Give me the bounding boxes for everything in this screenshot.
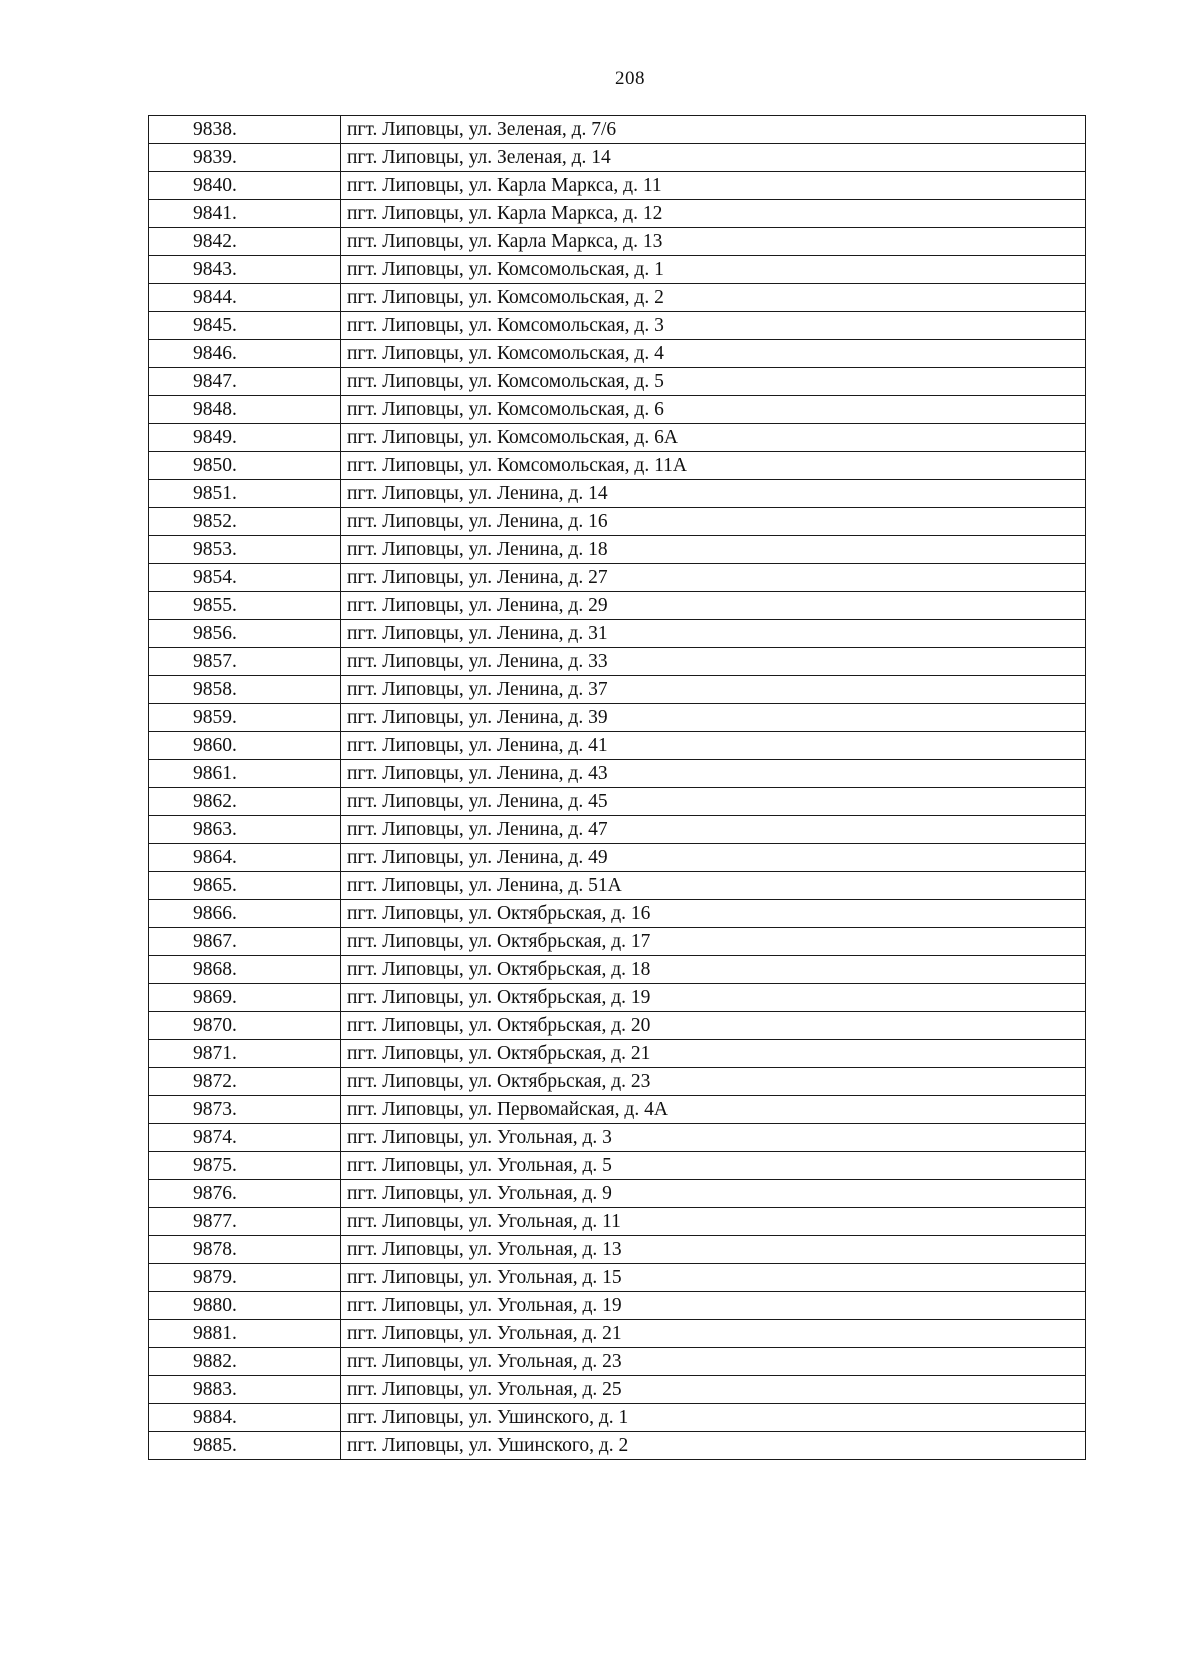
row-number-cell: 9838. xyxy=(149,116,341,144)
table-row xyxy=(149,1096,1086,1124)
address-cell: пгт. Липовцы, ул. Ушинского, д. 2 xyxy=(341,1432,1086,1460)
table-row xyxy=(149,1180,1086,1208)
table-row xyxy=(149,116,1086,144)
table-row xyxy=(149,928,1086,956)
row-number-cell: 9844. xyxy=(149,284,341,312)
table-row xyxy=(149,536,1086,564)
table-row xyxy=(149,480,1086,508)
address-cell: пгт. Липовцы, ул. Угольная, д. 23 xyxy=(341,1348,1086,1376)
table-row xyxy=(149,1264,1086,1292)
row-number-cell: 9850. xyxy=(149,452,341,480)
row-number-cell: 9876. xyxy=(149,1180,341,1208)
address-cell: пгт. Липовцы, ул. Комсомольская, д. 4 xyxy=(341,340,1086,368)
address-cell: пгт. Липовцы, ул. Зеленая, д. 14 xyxy=(341,144,1086,172)
address-cell: пгт. Липовцы, ул. Октябрьская, д. 23 xyxy=(341,1068,1086,1096)
table-row xyxy=(149,1040,1086,1068)
table-row xyxy=(149,648,1086,676)
address-cell: пгт. Липовцы, ул. Ленина, д. 45 xyxy=(341,788,1086,816)
address-cell: пгт. Липовцы, ул. Карла Маркса, д. 13 xyxy=(341,228,1086,256)
table-row xyxy=(149,1320,1086,1348)
table-row xyxy=(149,900,1086,928)
address-table-container xyxy=(148,115,1086,1460)
row-number-cell: 9858. xyxy=(149,676,341,704)
table-row xyxy=(149,452,1086,480)
address-table-body xyxy=(149,116,1086,1460)
address-cell: пгт. Липовцы, ул. Ленина, д. 31 xyxy=(341,620,1086,648)
row-number-cell: 9841. xyxy=(149,200,341,228)
table-row xyxy=(149,424,1086,452)
row-number-cell: 9885. xyxy=(149,1432,341,1460)
table-row xyxy=(149,760,1086,788)
address-cell: пгт. Липовцы, ул. Угольная, д. 13 xyxy=(341,1236,1086,1264)
address-cell: пгт. Липовцы, ул. Первомайская, д. 4А xyxy=(341,1096,1086,1124)
address-cell: пгт. Липовцы, ул. Ленина, д. 18 xyxy=(341,536,1086,564)
table-row xyxy=(149,984,1086,1012)
address-cell: пгт. Липовцы, ул. Ленина, д. 16 xyxy=(341,508,1086,536)
row-number-cell: 9860. xyxy=(149,732,341,760)
address-cell: пгт. Липовцы, ул. Угольная, д. 25 xyxy=(341,1376,1086,1404)
address-cell: пгт. Липовцы, ул. Угольная, д. 21 xyxy=(341,1320,1086,1348)
table-row xyxy=(149,788,1086,816)
address-cell: пгт. Липовцы, ул. Ленина, д. 49 xyxy=(341,844,1086,872)
row-number-cell: 9865. xyxy=(149,872,341,900)
row-number-cell: 9846. xyxy=(149,340,341,368)
row-number-cell: 9863. xyxy=(149,816,341,844)
page-number: 208 xyxy=(615,68,645,89)
address-cell: пгт. Липовцы, ул. Ленина, д. 27 xyxy=(341,564,1086,592)
row-number-cell: 9884. xyxy=(149,1404,341,1432)
table-row xyxy=(149,144,1086,172)
row-number-cell: 9842. xyxy=(149,228,341,256)
row-number-cell: 9852. xyxy=(149,508,341,536)
address-cell: пгт. Липовцы, ул. Ленина, д. 39 xyxy=(341,704,1086,732)
row-number-cell: 9882. xyxy=(149,1348,341,1376)
address-cell: пгт. Липовцы, ул. Ленина, д. 33 xyxy=(341,648,1086,676)
row-number-cell: 9880. xyxy=(149,1292,341,1320)
table-row xyxy=(149,256,1086,284)
table-row xyxy=(149,676,1086,704)
address-cell: пгт. Липовцы, ул. Октябрьская, д. 16 xyxy=(341,900,1086,928)
row-number-cell: 9853. xyxy=(149,536,341,564)
row-number-cell: 9839. xyxy=(149,144,341,172)
address-cell: пгт. Липовцы, ул. Комсомольская, д. 2 xyxy=(341,284,1086,312)
address-cell: пгт. Липовцы, ул. Ленина, д. 29 xyxy=(341,592,1086,620)
row-number-cell: 9870. xyxy=(149,1012,341,1040)
table-row xyxy=(149,1376,1086,1404)
address-cell: пгт. Липовцы, ул. Ленина, д. 51А xyxy=(341,872,1086,900)
address-cell: пгт. Липовцы, ул. Ленина, д. 47 xyxy=(341,816,1086,844)
address-cell: пгт. Липовцы, ул. Угольная, д. 11 xyxy=(341,1208,1086,1236)
row-number-cell: 9873. xyxy=(149,1096,341,1124)
row-number-cell: 9868. xyxy=(149,956,341,984)
row-number-cell: 9864. xyxy=(149,844,341,872)
table-row xyxy=(149,620,1086,648)
row-number-cell: 9875. xyxy=(149,1152,341,1180)
table-row xyxy=(149,564,1086,592)
table-row xyxy=(149,312,1086,340)
address-table xyxy=(148,115,1086,1460)
row-number-cell: 9866. xyxy=(149,900,341,928)
row-number-cell: 9847. xyxy=(149,368,341,396)
row-number-cell: 9862. xyxy=(149,788,341,816)
table-row xyxy=(149,1208,1086,1236)
table-row xyxy=(149,228,1086,256)
row-number-cell: 9843. xyxy=(149,256,341,284)
row-number-cell: 9848. xyxy=(149,396,341,424)
row-number-cell: 9877. xyxy=(149,1208,341,1236)
table-row xyxy=(149,172,1086,200)
address-cell: пгт. Липовцы, ул. Ленина, д. 41 xyxy=(341,732,1086,760)
table-row xyxy=(149,1152,1086,1180)
row-number-cell: 9840. xyxy=(149,172,341,200)
table-row xyxy=(149,1292,1086,1320)
address-cell: пгт. Липовцы, ул. Комсомольская, д. 1 xyxy=(341,256,1086,284)
address-cell: пгт. Липовцы, ул. Зеленая, д. 7/6 xyxy=(341,116,1086,144)
row-number-cell: 9856. xyxy=(149,620,341,648)
table-row xyxy=(149,1348,1086,1376)
address-cell: пгт. Липовцы, ул. Комсомольская, д. 6А xyxy=(341,424,1086,452)
table-row xyxy=(149,732,1086,760)
address-cell: пгт. Липовцы, ул. Ленина, д. 14 xyxy=(341,480,1086,508)
address-cell: пгт. Липовцы, ул. Комсомольская, д. 5 xyxy=(341,368,1086,396)
table-row xyxy=(149,368,1086,396)
table-row xyxy=(149,340,1086,368)
address-cell: пгт. Липовцы, ул. Угольная, д. 9 xyxy=(341,1180,1086,1208)
table-row xyxy=(149,956,1086,984)
table-row xyxy=(149,816,1086,844)
row-number-cell: 9869. xyxy=(149,984,341,1012)
address-cell: пгт. Липовцы, ул. Карла Маркса, д. 11 xyxy=(341,172,1086,200)
row-number-cell: 9859. xyxy=(149,704,341,732)
address-cell: пгт. Липовцы, ул. Октябрьская, д. 17 xyxy=(341,928,1086,956)
row-number-cell: 9879. xyxy=(149,1264,341,1292)
table-row xyxy=(149,1432,1086,1460)
row-number-cell: 9881. xyxy=(149,1320,341,1348)
table-row xyxy=(149,396,1086,424)
table-row xyxy=(149,844,1086,872)
row-number-cell: 9851. xyxy=(149,480,341,508)
table-row xyxy=(149,1124,1086,1152)
row-number-cell: 9861. xyxy=(149,760,341,788)
address-cell: пгт. Липовцы, ул. Октябрьская, д. 18 xyxy=(341,956,1086,984)
address-cell: пгт. Липовцы, ул. Угольная, д. 3 xyxy=(341,1124,1086,1152)
address-cell: пгт. Липовцы, ул. Октябрьская, д. 19 xyxy=(341,984,1086,1012)
address-cell: пгт. Липовцы, ул. Ушинского, д. 1 xyxy=(341,1404,1086,1432)
address-cell: пгт. Липовцы, ул. Октябрьская, д. 21 xyxy=(341,1040,1086,1068)
table-row xyxy=(149,872,1086,900)
address-cell: пгт. Липовцы, ул. Октябрьская, д. 20 xyxy=(341,1012,1086,1040)
address-cell: пгт. Липовцы, ул. Комсомольская, д. 6 xyxy=(341,396,1086,424)
table-row xyxy=(149,704,1086,732)
address-cell: пгт. Липовцы, ул. Ленина, д. 37 xyxy=(341,676,1086,704)
table-row xyxy=(149,592,1086,620)
address-cell: пгт. Липовцы, ул. Ленина, д. 43 xyxy=(341,760,1086,788)
row-number-cell: 9883. xyxy=(149,1376,341,1404)
table-row xyxy=(149,284,1086,312)
table-row xyxy=(149,1236,1086,1264)
row-number-cell: 9857. xyxy=(149,648,341,676)
row-number-cell: 9849. xyxy=(149,424,341,452)
address-cell: пгт. Липовцы, ул. Комсомольская, д. 11А xyxy=(341,452,1086,480)
row-number-cell: 9845. xyxy=(149,312,341,340)
table-row xyxy=(149,1068,1086,1096)
row-number-cell: 9854. xyxy=(149,564,341,592)
address-cell: пгт. Липовцы, ул. Карла Маркса, д. 12 xyxy=(341,200,1086,228)
row-number-cell: 9874. xyxy=(149,1124,341,1152)
address-cell: пгт. Липовцы, ул. Угольная, д. 15 xyxy=(341,1264,1086,1292)
row-number-cell: 9872. xyxy=(149,1068,341,1096)
table-row xyxy=(149,508,1086,536)
address-cell: пгт. Липовцы, ул. Угольная, д. 5 xyxy=(341,1152,1086,1180)
table-row xyxy=(149,1404,1086,1432)
address-cell: пгт. Липовцы, ул. Угольная, д. 19 xyxy=(341,1292,1086,1320)
row-number-cell: 9867. xyxy=(149,928,341,956)
table-row xyxy=(149,1012,1086,1040)
row-number-cell: 9855. xyxy=(149,592,341,620)
row-number-cell: 9871. xyxy=(149,1040,341,1068)
table-row xyxy=(149,200,1086,228)
row-number-cell: 9878. xyxy=(149,1236,341,1264)
address-cell: пгт. Липовцы, ул. Комсомольская, д. 3 xyxy=(341,312,1086,340)
